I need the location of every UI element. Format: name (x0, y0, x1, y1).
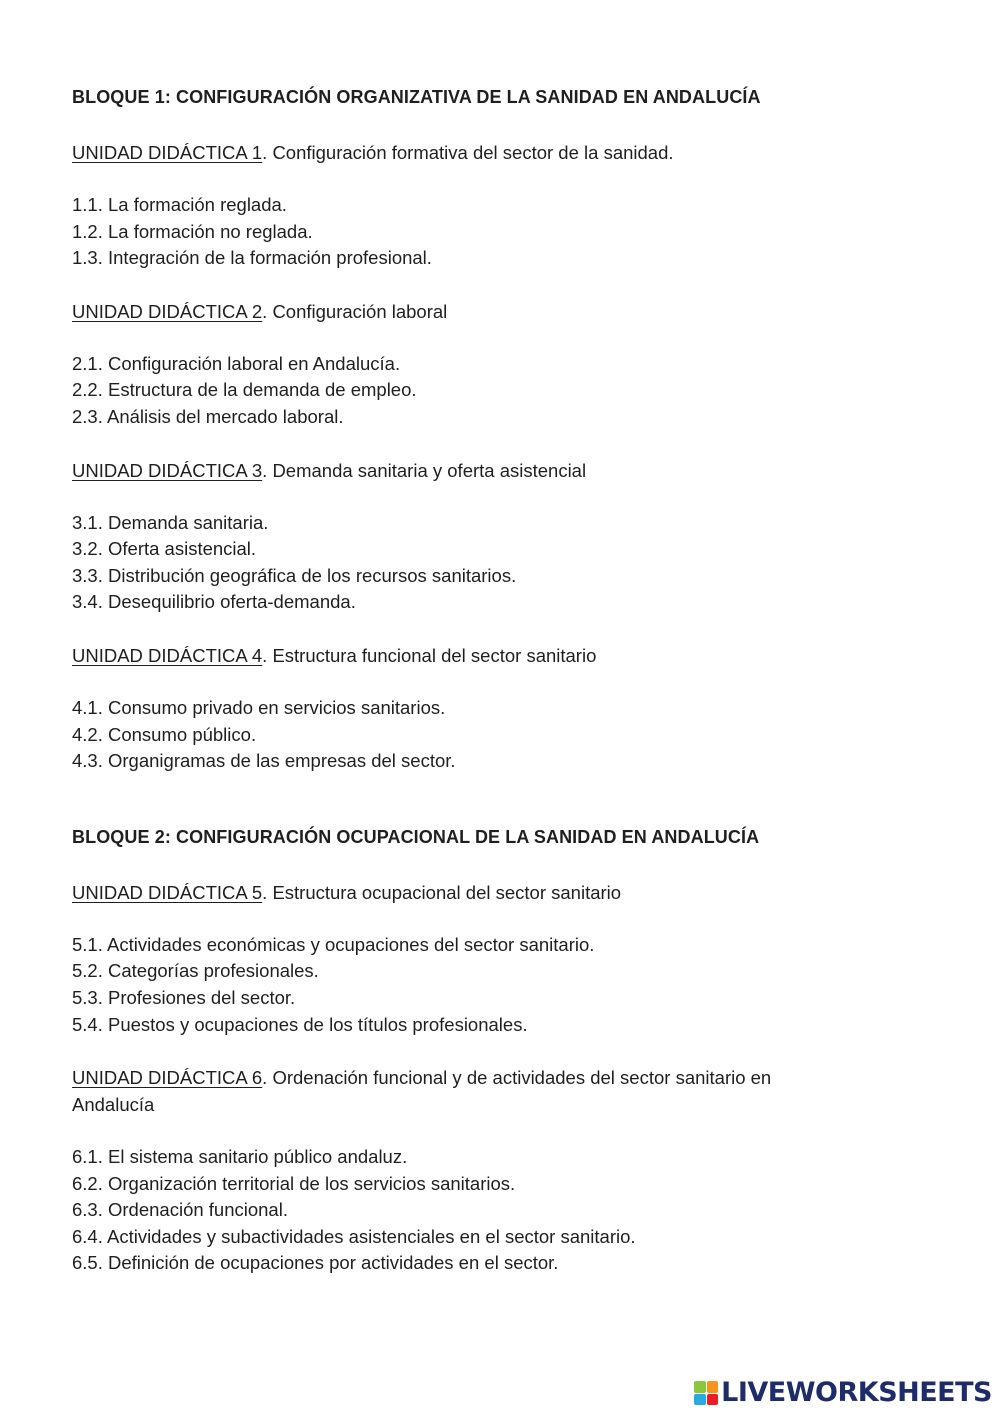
unit-label: UNIDAD DIDÁCTICA 2 (72, 300, 263, 322)
topic-item: 1.3. Integración de la formación profesional. (72, 247, 432, 269)
unit-label: UNIDAD DIDÁCTICA 1 (72, 142, 263, 163)
topic-item: 4.1. Consumo privado en servicios sanitarios. (72, 696, 446, 718)
topic-item: 3.3. Distribución geográfica de los recursos sanitarios. (72, 564, 517, 586)
topic-item: 6.4. Actividades y subactividades asistenciales en el sector sanitario. (72, 1225, 636, 1247)
unit-title: . Estructura funcional del sector sanitario (262, 644, 597, 666)
topic-list (72, 932, 852, 1038)
unit-label: UNIDAD DIDÁCTICA 3 (72, 459, 263, 481)
liveworksheets-logo (694, 1377, 992, 1409)
topic-item: 5.3. Profesiones del sector. (72, 986, 296, 1008)
logo-mark-square (707, 1394, 719, 1406)
unit-title: . Estructura ocupacional del sector sanitario (262, 881, 622, 903)
logo-mark-square (694, 1394, 706, 1406)
topic-list (72, 695, 852, 775)
topic-item: 5.1. Actividades económicas y ocupaciones del sector sanitario. (72, 933, 595, 955)
unit-label: UNIDAD DIDÁCTICA 6 (72, 1067, 263, 1089)
unit-heading (72, 642, 852, 669)
logo-mark-square (707, 1381, 719, 1393)
topic-item: 2.1. Configuración laboral en Andalucía. (72, 352, 401, 374)
topic-item: 5.4. Puestos y ocupaciones de los títulos profesionales. (72, 1013, 528, 1035)
unit-heading (72, 457, 852, 484)
bloque-title: BLOQUE 2: CONFIGURACIÓN OCUPACIONAL DE LA SANIDAD EN ANDALUCÍA (72, 826, 760, 847)
unit-label: UNIDAD DIDÁCTICA 5 (72, 881, 263, 903)
topic-item: 6.2. Organización territorial de los servicios sanitarios. (72, 1172, 516, 1194)
topic-item: 2.3. Análisis del mercado laboral. (72, 405, 344, 427)
topic-item: 5.2. Categorías profesionales. (72, 960, 319, 982)
topic-item: 4.2. Consumo público. (72, 723, 257, 745)
topic-list (72, 192, 852, 272)
topic-item: 1.2. La formación no reglada. (72, 220, 313, 242)
unit-heading (72, 139, 852, 166)
unit-title: . Configuración formativa del sector de la sanidad. (262, 142, 674, 163)
topic-item: 6.5. Definición de ocupaciones por actividades en el sector. (72, 1252, 559, 1274)
unit-title: . Configuración laboral (262, 300, 448, 322)
topic-list (72, 510, 852, 616)
unit-title: . Demanda sanitaria y oferta asistencial (262, 459, 587, 481)
bloque-section-1 (72, 86, 852, 775)
topic-item: 3.1. Demanda sanitaria. (72, 511, 269, 533)
topic-item: 4.3. Organigramas de las empresas del sector. (72, 750, 456, 772)
topic-list (72, 351, 852, 431)
topic-item: 3.2. Oferta asistencial. (72, 538, 257, 560)
topic-item: 3.4. Desequilibrio oferta-demanda. (72, 591, 356, 613)
unit-heading (72, 1064, 852, 1118)
logo-text: LIVEWORKSHEETS (721, 1377, 992, 1408)
unit-label: UNIDAD DIDÁCTICA 4 (72, 644, 263, 666)
liveworksheets-logo-icon (694, 1381, 718, 1405)
bloque-title: BLOQUE 1: CONFIGURACIÓN ORGANIZATIVA DE LA SANIDAD EN ANDALUCÍA (72, 87, 761, 107)
logo-mark-square (694, 1381, 706, 1393)
topic-item: 2.2. Estructura de la demanda de empleo. (72, 379, 417, 401)
unit-title: . Ordenación funcional y de actividades del sector sanitario en Andalucía (72, 1067, 772, 1116)
topic-item: 6.1. El sistema sanitario público andaluz. (72, 1146, 408, 1168)
bloque-section-2 (72, 826, 852, 1277)
topic-list (72, 1144, 852, 1277)
document-page (72, 86, 852, 1277)
unit-heading (72, 298, 852, 325)
topic-item: 1.1. La formación reglada. (72, 194, 287, 215)
unit-heading (72, 879, 852, 906)
topic-item: 6.3. Ordenación funcional. (72, 1199, 288, 1221)
